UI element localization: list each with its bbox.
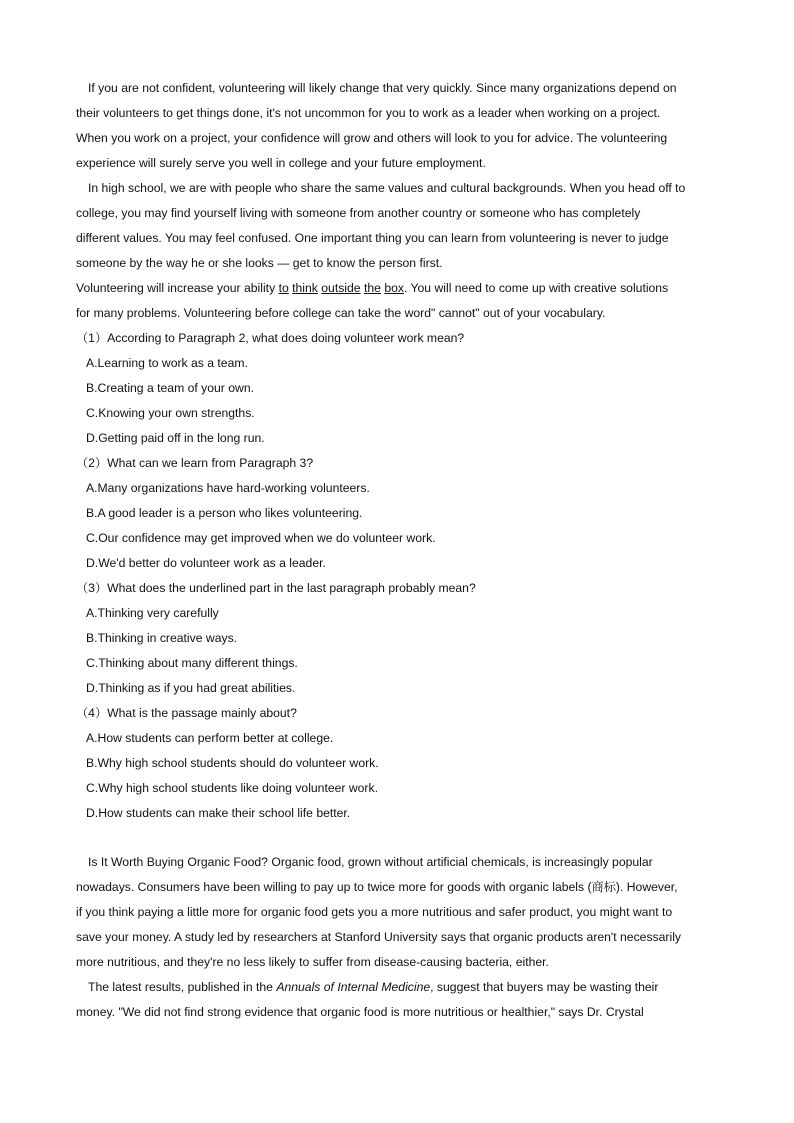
question-stem: （1）According to Paragraph 2, what does doing volunteer work mean?	[76, 331, 465, 345]
answer-option: B.Thinking in creative ways.	[86, 631, 238, 645]
answer-option: D.Thinking as if you had great abilities.	[86, 681, 296, 695]
question-list	[76, 326, 721, 826]
text-run: . You will need to come up with creative solutions	[403, 281, 669, 295]
answer-option: A.Thinking very carefully	[86, 606, 219, 620]
answer-option: D.Getting paid off in the long run.	[86, 431, 265, 445]
answer-option: C.Why high school students like doing volunteer work.	[86, 781, 378, 795]
paragraph-line: their volunteers to get things done, it's not uncommon for you to work as a leader when working on a project.	[76, 106, 661, 120]
answer-option: A.Many organizations have hard-working volunteers.	[86, 481, 370, 495]
answer-option: A.How students can perform better at college.	[86, 731, 334, 745]
question-stem: （3）What does the underlined part in the last paragraph probably mean?	[76, 581, 476, 595]
text-run: , suggest that buyers may be wasting their	[430, 980, 659, 994]
paragraph-line: When you work on a project, your confidence will grow and others will look to you for advice. The volunteering	[76, 131, 668, 145]
answer-option: D.How students can make their school life better.	[86, 806, 351, 820]
paragraph-line: different values. You may feel confused. One important thing you can learn from volunteering is never to judge	[76, 231, 669, 245]
underlined-word: to	[278, 281, 289, 295]
answer-option: A.Learning to work as a team.	[86, 356, 248, 370]
paragraph-line: money. "We did not find strong evidence that organic food is more nutritious or healthier," says Dr. Crystal	[76, 1005, 644, 1019]
underlined-word: think	[292, 281, 318, 295]
question-stem: （2）What can we learn from Paragraph 3?	[76, 456, 314, 470]
passage-2	[76, 850, 721, 1025]
text-run: Volunteering will increase your ability	[76, 281, 279, 295]
paragraph-line: save your money. A study led by researchers at Stanford University says that organic products aren't necessarily	[76, 930, 681, 944]
paragraph-line-underlined	[76, 276, 721, 301]
paragraph-line: someone by the way he or she looks — get to know the person first.	[76, 256, 443, 270]
answer-option: C.Our confidence may get improved when we do volunteer work.	[86, 531, 436, 545]
paragraph-line: for many problems. Volunteering before college can take the word" cannot" out of your vocabulary.	[76, 306, 606, 320]
answer-option: B.Creating a team of your own.	[86, 381, 255, 395]
paragraph-line-italic	[76, 975, 721, 1000]
underlined-word: outside	[321, 281, 361, 295]
answer-option: B.A good leader is a person who likes volunteering.	[86, 506, 363, 520]
paragraph-line: experience will surely serve you well in college and your future employment.	[76, 156, 486, 170]
journal-title: Annuals of Internal Medicine	[276, 980, 431, 994]
answer-option: D.We'd better do volunteer work as a leader.	[86, 556, 326, 570]
document-body	[76, 76, 721, 1025]
answer-option: C.Thinking about many different things.	[86, 656, 298, 670]
paragraph-line: If you are not confident, volunteering will likely change that very quickly. Since many organizations depend on	[88, 81, 677, 95]
section-gap	[76, 826, 721, 850]
paragraph-line: more nutritious, and they're no less likely to suffer from disease-causing bacteria, either.	[76, 955, 549, 969]
answer-option: C.Knowing your own strengths.	[86, 406, 255, 420]
paragraph-line: nowadays. Consumers have been willing to pay up to twice more for goods with organic labels (商标). However,	[76, 880, 678, 894]
paragraph-line: if you think paying a little more for organic food gets you a more nutritious and safer product, you might want to	[76, 905, 673, 919]
paragraph-line: Is It Worth Buying Organic Food? Organic food, grown without artificial chemicals, is increasingly popular	[88, 855, 653, 869]
underlined-word: box	[384, 281, 404, 295]
passage-1	[76, 76, 721, 326]
paragraph-line: In high school, we are with people who share the same values and cultural backgrounds. When you head off to	[88, 181, 686, 195]
question-stem: （4）What is the passage mainly about?	[76, 706, 297, 720]
underlined-word: the	[363, 281, 381, 295]
paragraph-line: college, you may find yourself living with someone from another country or someone who has completely	[76, 206, 641, 220]
text-run: The latest results, published in the	[88, 980, 277, 994]
answer-option: B.Why high school students should do volunteer work.	[86, 756, 379, 770]
